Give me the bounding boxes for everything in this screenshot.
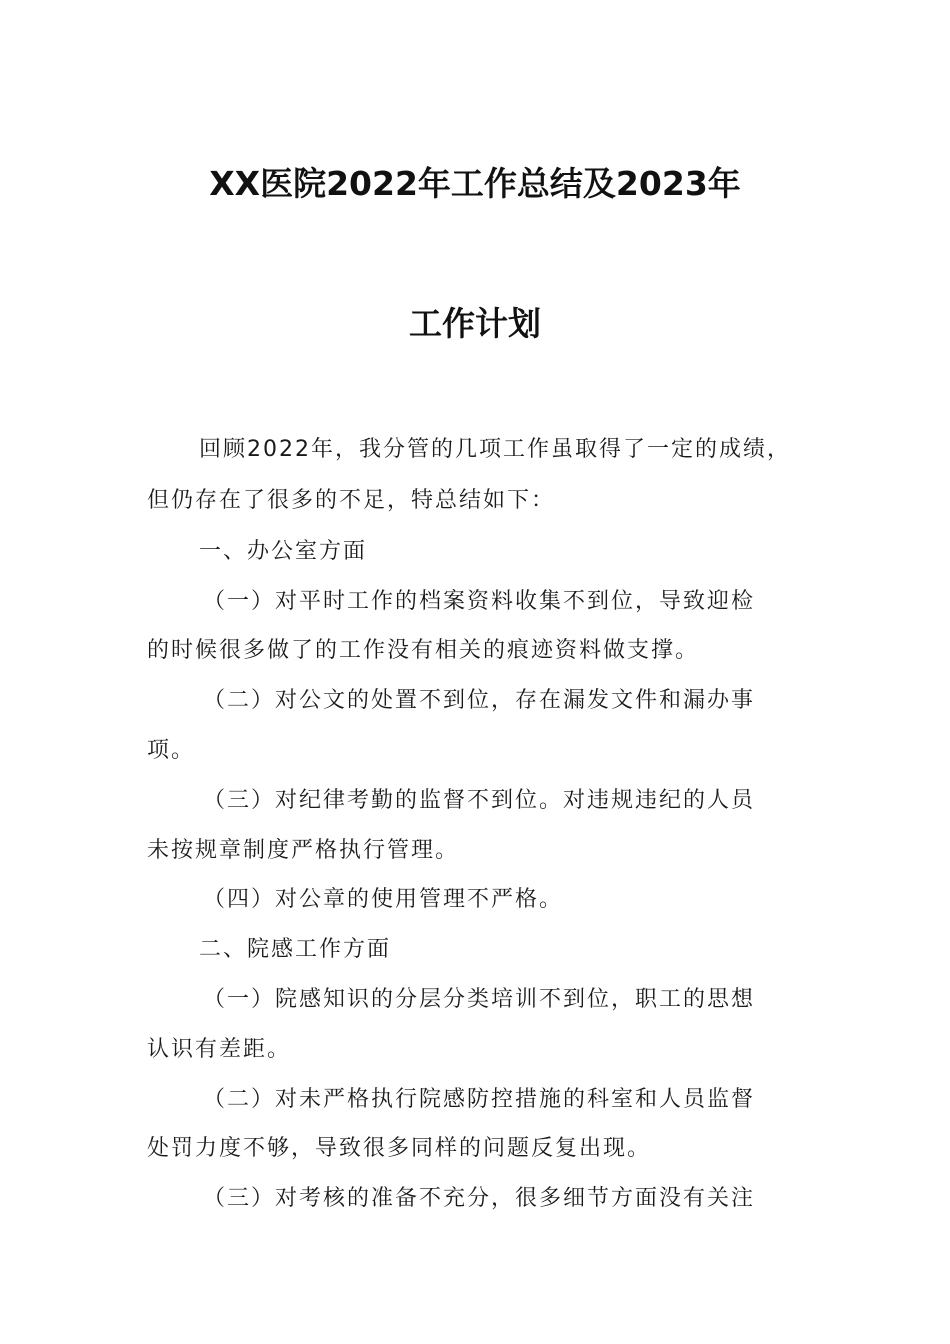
paragraph-intro-line-2: 但仍存在了很多的不足，特总结如下：: [147, 488, 556, 513]
paragraph-intro-line-1: 回顾2022年，我分管的几项工作虽取得了一定的成绩，: [199, 437, 791, 462]
office-item-3-line-2: 未按规章制度严格执行管理。: [147, 838, 460, 863]
office-item-4: （四）对公章的使用管理不严格。: [203, 887, 564, 912]
infection-item-3-line-1: （三）对考核的准备不充分，很多细节方面没有关注: [203, 1186, 756, 1211]
infection-item-1-line-1: （一）院感知识的分层分类培训不到位，职工的思想: [203, 987, 756, 1012]
infection-item-2-line-1: （二）对未严格执行院感防控措施的科室和人员监督: [203, 1087, 756, 1112]
section-heading-infection-control: 二、院感工作方面: [199, 937, 392, 962]
office-item-1-line-1: （一）对平时工作的档案资料收集不到位，导致迎检: [203, 589, 756, 614]
infection-item-2-line-2: 处罚力度不够，导致很多同样的问题反复出现。: [147, 1136, 652, 1161]
office-item-1-line-2: 的时候很多做了的工作没有相关的痕迹资料做支撑。: [147, 638, 700, 663]
infection-item-1-line-2: 认识有差距。: [147, 1037, 292, 1062]
office-item-2-line-1: （二）对公文的处置不到位，存在漏发文件和漏办事: [203, 688, 756, 713]
section-heading-office: 一、办公室方面: [199, 539, 368, 564]
document-title-line-2: 工作计划: [409, 304, 541, 343]
document-title-line-1: XX医院2022年工作总结及2023年: [209, 164, 741, 203]
office-item-2-line-2: 项。: [147, 738, 196, 763]
office-item-3-line-1: （三）对纪律考勤的监督不到位。对违规违纪的人员: [203, 788, 756, 813]
